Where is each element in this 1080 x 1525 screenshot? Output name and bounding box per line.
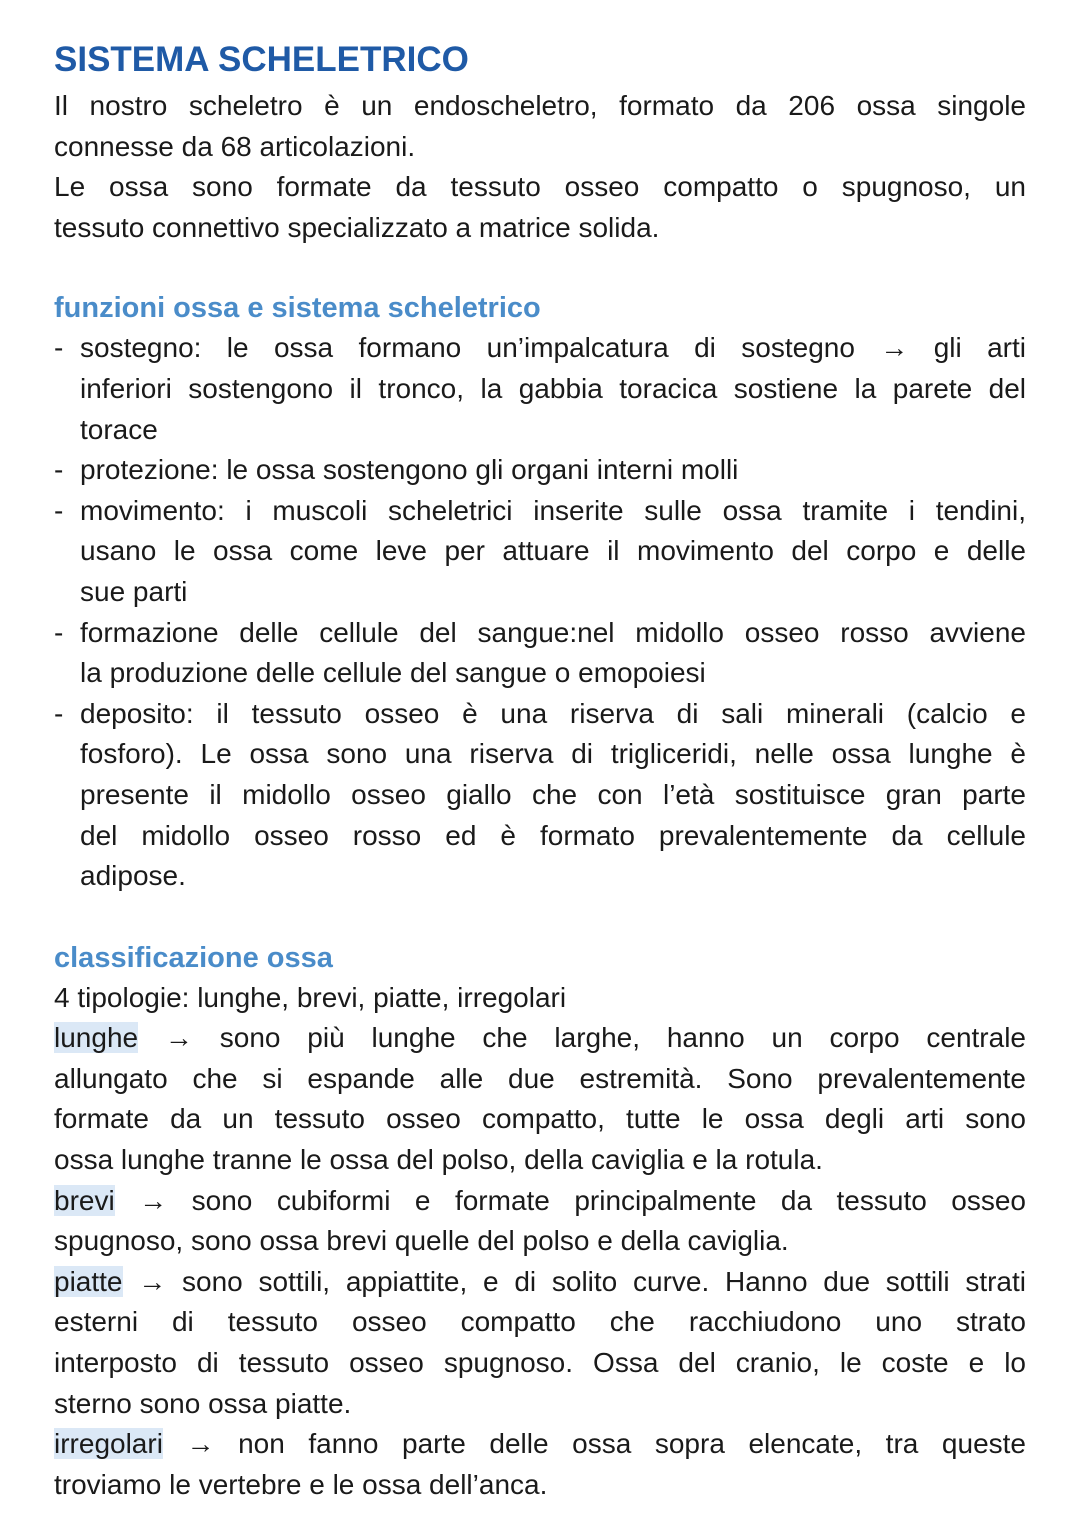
term-highlight: lunghe bbox=[54, 1022, 139, 1054]
bone-type-brevi: brevi → sono cubiformi e formate principalmente da tessuto osseo bbox=[54, 1184, 1026, 1216]
classification-body: 4 tipologie: lunghe, brevi, piatte, irregolari lunghe → sono più lunghe che larghe, hanno un corpo centrale allungato che si espande alle due estremità. Sono prevalentemente formate da un tessuto osseo compatto, tutte le ossa degli arti sono ossa lunghe tranne le ossa del polso, della caviglia e la rotula. brevi → sono cubiformi e formate principalmente da tessuto osseo spugnoso, sono ossa brevi quelle del polso e della caviglia. piatte → sono sottili, appiattite, e di solito curve. Hanno due sottili strati esterni di tessuto osseo compatto che racchiudono uno strato interposto di tessuto osseo spugnoso. Ossa del cranio, le coste e lo sterno sono ossa piatte. irregolari → non fanno parte delle ossa sopra elencate, tra queste troviamo le vertebre e le ossa dell’anca. bbox=[54, 978, 1026, 1506]
term-highlight: piatte bbox=[54, 1265, 123, 1297]
bone-type-irregolari: irregolari → non fanno parte delle ossa sopra elencate, tra queste bbox=[54, 1428, 1026, 1460]
function-item-formazione: - formazione delle cellule del sangue:nel midollo osseo rosso avviene la produzione delle cellule del sangue o emopoiesi bbox=[54, 616, 1026, 689]
function-item-sostegno: - sostegno: le ossa formano un’impalcatura di sostegno → gli arti inferiori sostengono il tronco, la gabbia toracica sostiene la parete del torace bbox=[54, 332, 1026, 445]
function-item-movimento: - movimento: i muscoli scheletrici inserite sulle ossa tramite i tendini, usano le ossa come leve per attuare il movimento del corpo e delle sue parti bbox=[54, 494, 1026, 607]
bone-type-lunghe: lunghe → sono più lunghe che larghe, hanno un corpo centrale bbox=[54, 1022, 1026, 1054]
intro-line: Le ossa sono formate da tessuto osseo compatto o spugnoso, un bbox=[54, 171, 1026, 203]
classification-summary: 4 tipologie: lunghe, brevi, piatte, irregolari bbox=[54, 981, 567, 1013]
intro-line: Il nostro scheletro è un endoscheletro, formato da 206 ossa singole bbox=[54, 90, 1026, 121]
intro-line: connesse da 68 articolazioni. bbox=[54, 130, 416, 162]
functions-list bbox=[54, 328, 1026, 896]
term-highlight: irregolari bbox=[54, 1428, 163, 1460]
page-title: SISTEMA SCHELETRICO bbox=[54, 40, 469, 79]
bone-type-piatte: piatte → sono sottili, appiattite, e di solito curve. Hanno due sottili strati bbox=[54, 1265, 1026, 1297]
function-item-deposito: - deposito: il tessuto osseo è una riserva di sali minerali (calcio e fosforo). Le ossa sono una riserva di trigliceridi, nelle ossa lunghe è presente il midollo osseo giallo che con l’età sostituisce gran parte del midollo osseo rosso ed è formato prevalentemente da cellule adipose. bbox=[54, 697, 1026, 892]
functions-heading: funzioni ossa e sistema scheletrico bbox=[54, 292, 541, 325]
intro-paragraph bbox=[54, 86, 1026, 248]
term-highlight: brevi bbox=[54, 1184, 115, 1216]
intro-line: tessuto connettivo specializzato a matrice solida. bbox=[54, 211, 660, 243]
function-item-protezione: - protezione: le ossa sostengono gli organi interni molli bbox=[54, 454, 739, 486]
classification-heading: classificazione ossa bbox=[54, 941, 333, 974]
